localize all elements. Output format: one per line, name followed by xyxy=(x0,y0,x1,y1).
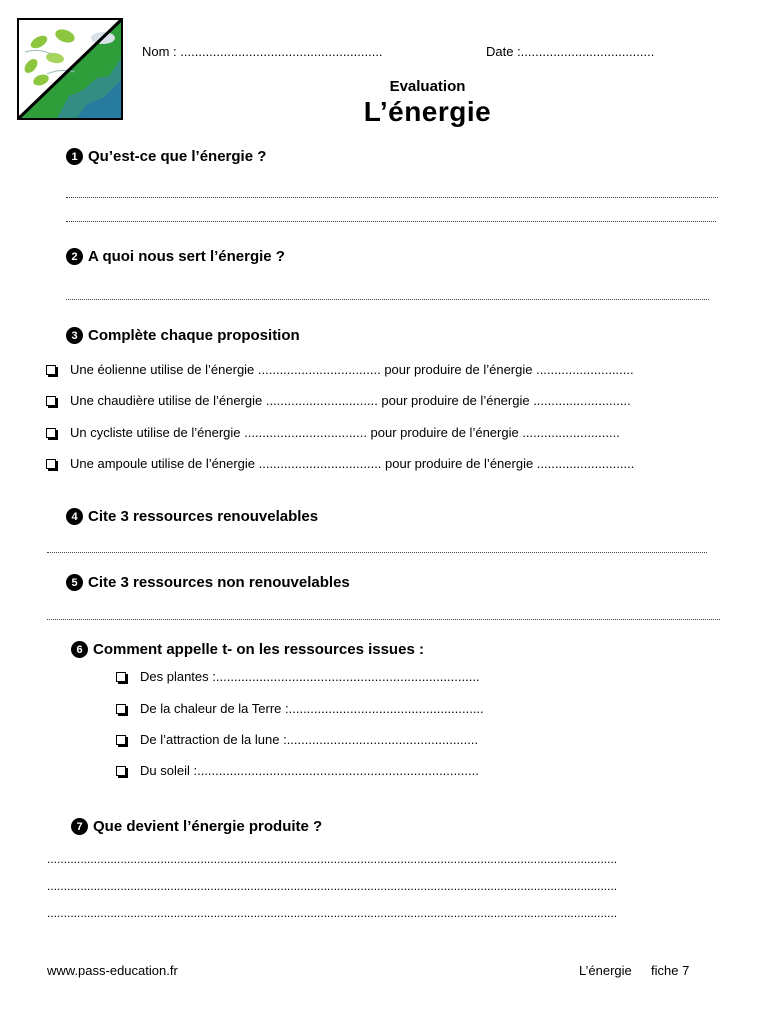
question-6 xyxy=(71,641,424,658)
resource-item xyxy=(116,732,478,747)
question-3-text: Complète chaque proposition xyxy=(88,327,300,344)
resource-item xyxy=(116,669,480,684)
question-1 xyxy=(66,148,266,165)
number-badge: 4 xyxy=(66,508,83,525)
proposition-item xyxy=(46,362,634,377)
answer-line[interactable] xyxy=(66,221,716,222)
number-badge: 2 xyxy=(66,248,83,265)
question-2 xyxy=(66,248,285,265)
checkbox-icon[interactable] xyxy=(46,365,56,375)
question-4-text: Cite 3 ressources renouvelables xyxy=(88,508,319,525)
proposition-text: Une ampoule utilise de l’énergie .................................. pour produire de l’énergie ........................... xyxy=(70,456,635,471)
number-badge: 5 xyxy=(66,574,83,591)
answer-line[interactable]: ........................................................................................................................................................................... xyxy=(47,852,618,866)
number-badge: 6 xyxy=(71,641,88,658)
answer-line[interactable]: ........................................................................................................................................................................... xyxy=(47,879,618,893)
number-badge: 1 xyxy=(66,148,83,165)
name-field[interactable]: Nom : ........................................................ xyxy=(142,44,383,59)
checkbox-icon[interactable] xyxy=(46,459,56,469)
proposition-item xyxy=(46,393,631,408)
checkbox-icon[interactable] xyxy=(46,428,56,438)
question-7-text: Que devient l’énergie produite ? xyxy=(93,818,323,835)
checkbox-icon[interactable] xyxy=(116,672,126,682)
question-7 xyxy=(71,818,322,835)
resource-text: Des plantes :......................................................................... xyxy=(140,669,480,684)
question-3 xyxy=(66,327,300,344)
question-6-text: Comment appelle t- on les ressources issues : xyxy=(93,641,424,658)
question-2-text: A quoi nous sert l’énergie ? xyxy=(88,248,285,265)
proposition-item xyxy=(46,425,620,440)
page-title: L’énergie xyxy=(363,96,492,127)
footer-site: www.pass-education.fr xyxy=(47,963,178,978)
answer-line[interactable] xyxy=(47,619,720,620)
date-field[interactable]: Date :..................................... xyxy=(486,44,655,59)
resource-text: De l’attraction de la lune :..................................................... xyxy=(140,732,479,747)
question-1-text: Qu’est-ce que l’énergie ? xyxy=(88,148,267,165)
footer-sheet: fiche 7 xyxy=(651,963,690,978)
resource-text: Du soleil :.............................................................................. xyxy=(140,763,479,778)
checkbox-icon[interactable] xyxy=(46,396,56,406)
resource-item xyxy=(116,701,484,716)
answer-line[interactable]: ........................................................................................................................................................................... xyxy=(47,906,618,920)
question-5 xyxy=(66,574,350,591)
proposition-text: Une éolienne utilise de l’énergie .................................. pour produire de l’énergie ........................... xyxy=(70,362,634,377)
proposition-text: Un cycliste utilise de l’énergie .................................. pour produire de l’énergie ........................... xyxy=(70,425,620,440)
answer-line[interactable] xyxy=(47,552,707,553)
question-5-text: Cite 3 ressources non renouvelables xyxy=(88,574,350,591)
resource-text: De la chaleur de la Terre :...................................................... xyxy=(140,701,484,716)
checkbox-icon[interactable] xyxy=(116,766,126,776)
resource-item xyxy=(116,763,479,778)
number-badge: 7 xyxy=(71,818,88,835)
checkbox-icon[interactable] xyxy=(116,704,126,714)
answer-line[interactable] xyxy=(66,299,709,300)
number-badge: 3 xyxy=(66,327,83,344)
answer-line[interactable] xyxy=(66,197,718,198)
proposition-text: Une chaudière utilise de l’énergie ............................... pour produire de l’énergie ........................... xyxy=(70,393,631,408)
checkbox-icon[interactable] xyxy=(116,735,126,745)
footer-topic: L’énergie xyxy=(579,963,632,978)
question-4 xyxy=(66,508,318,525)
proposition-item xyxy=(46,456,634,471)
evaluation-label: Evaluation xyxy=(389,78,466,95)
